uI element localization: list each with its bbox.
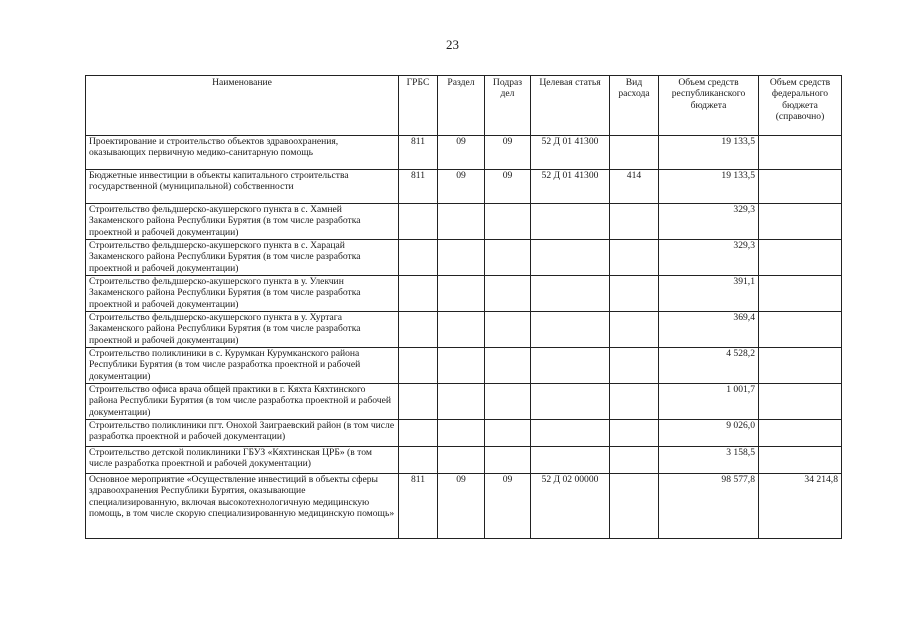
table-row [86, 420, 842, 447]
table-row [86, 240, 842, 276]
cell-grbs [399, 240, 438, 276]
cell-podrazdel: 09 [485, 170, 531, 204]
cell-podrazdel [485, 276, 531, 312]
cell-razdel: 09 [438, 474, 485, 539]
cell-name: Бюджетные инвестиции в объекты капитального строительства государственной (муниципальной) собственности [86, 170, 399, 204]
cell-grbs [399, 312, 438, 348]
header-target-article: Целевая статья [531, 76, 610, 136]
cell-razdel [438, 384, 485, 420]
cell-article: 52 Д 01 41300 [531, 170, 610, 204]
cell-grbs: 811 [399, 474, 438, 539]
cell-vid [610, 204, 659, 240]
cell-vid [610, 384, 659, 420]
cell-razdel [438, 420, 485, 447]
cell-grbs: 811 [399, 136, 438, 170]
cell-republic: 329,3 [659, 204, 759, 240]
cell-republic: 9 026,0 [659, 420, 759, 447]
cell-podrazdel [485, 204, 531, 240]
cell-vid [610, 447, 659, 474]
cell-federal [759, 312, 842, 348]
table-row [86, 474, 842, 539]
cell-razdel [438, 348, 485, 384]
cell-article [531, 312, 610, 348]
cell-republic: 98 577,8 [659, 474, 759, 539]
cell-federal [759, 170, 842, 204]
cell-razdel [438, 240, 485, 276]
cell-razdel [438, 276, 485, 312]
cell-grbs [399, 420, 438, 447]
cell-federal [759, 384, 842, 420]
cell-vid [610, 240, 659, 276]
cell-name: Строительство фельдшерско-акушерского пункта в с. Хамней Закаменского района Республики Бурятия (в том числе разработка проектной и рабочей документации) [86, 204, 399, 240]
cell-article [531, 447, 610, 474]
cell-podrazdel [485, 447, 531, 474]
cell-federal [759, 240, 842, 276]
table-header-row [86, 76, 842, 136]
cell-grbs [399, 348, 438, 384]
cell-podrazdel: 09 [485, 136, 531, 170]
table-row [86, 170, 842, 204]
cell-vid [610, 276, 659, 312]
cell-article [531, 420, 610, 447]
cell-razdel: 09 [438, 136, 485, 170]
cell-podrazdel [485, 240, 531, 276]
cell-name: Строительство фельдшерско-акушерского пункта в с. Харацай Закаменского района Республики Бурятия (в том числе разработка проектной и рабочей документации) [86, 240, 399, 276]
cell-vid: 414 [610, 170, 659, 204]
cell-name: Строительство фельдшерско-акушерского пункта в у. Улекчин Закаменского района Республики Бурятия (в том числе разработка проектной и рабочей документации) [86, 276, 399, 312]
cell-name: Строительство офиса врача общей практики в г. Кяхта Кяхтинского района Республики Бурятия (в том числе разработка проектной и рабочей документации) [86, 384, 399, 420]
cell-grbs [399, 276, 438, 312]
cell-vid [610, 420, 659, 447]
cell-podrazdel [485, 312, 531, 348]
cell-razdel [438, 204, 485, 240]
cell-name: Строительство детской поликлиники ГБУЗ «Кяхтинская ЦРБ» (в том числе разработка проектной и рабочей документации) [86, 447, 399, 474]
cell-razdel: 09 [438, 170, 485, 204]
table-row [86, 447, 842, 474]
cell-article [531, 276, 610, 312]
header-federal-budget: Объем средств федерального бюджета (справочно) [759, 76, 842, 136]
table-row [86, 312, 842, 348]
cell-podrazdel: 09 [485, 474, 531, 539]
table-row [86, 204, 842, 240]
cell-name: Основное мероприятие «Осуществление инвестиций в объекты сферы здравоохранения Республики Бурятия, оказывающие специализированную, включая высокотехнологичную медицинскую помощь, в том числе скорую специализированную медицинскую помощь» [86, 474, 399, 539]
cell-article [531, 240, 610, 276]
cell-federal [759, 276, 842, 312]
table-row [86, 384, 842, 420]
cell-article [531, 348, 610, 384]
cell-federal [759, 136, 842, 170]
cell-federal [759, 348, 842, 384]
cell-grbs [399, 384, 438, 420]
cell-republic: 3 158,5 [659, 447, 759, 474]
cell-federal [759, 420, 842, 447]
header-expense-type: Вид расхода [610, 76, 659, 136]
cell-vid [610, 136, 659, 170]
header-podrazdel: Подраз дел [485, 76, 531, 136]
cell-federal [759, 447, 842, 474]
cell-republic: 369,4 [659, 312, 759, 348]
cell-republic: 19 133,5 [659, 136, 759, 170]
cell-republic: 329,3 [659, 240, 759, 276]
cell-grbs [399, 447, 438, 474]
header-republic-budget: Объем средств республиканского бюджета [659, 76, 759, 136]
cell-podrazdel [485, 384, 531, 420]
header-grbs: ГРБС [399, 76, 438, 136]
cell-name: Строительство поликлиники в с. Курумкан Курумканского района Республики Бурятия (в том числе разработка проектной и рабочей документации) [86, 348, 399, 384]
table-row [86, 348, 842, 384]
cell-article: 52 Д 02 00000 [531, 474, 610, 539]
cell-grbs [399, 204, 438, 240]
cell-republic: 391,1 [659, 276, 759, 312]
cell-vid [610, 312, 659, 348]
cell-vid [610, 348, 659, 384]
header-name: Наименование [86, 76, 399, 136]
budget-table [85, 75, 842, 539]
cell-razdel [438, 447, 485, 474]
cell-article: 52 Д 01 41300 [531, 136, 610, 170]
cell-federal [759, 204, 842, 240]
cell-podrazdel [485, 420, 531, 447]
cell-republic: 4 528,2 [659, 348, 759, 384]
cell-name: Строительство поликлиники пгт. Онохой Заиграевский район (в том числе разработка проектной и рабочей документации) [86, 420, 399, 447]
cell-article [531, 384, 610, 420]
table-row [86, 136, 842, 170]
cell-name: Строительство фельдшерско-акушерского пункта в у. Хуртага Закаменского района Республики Бурятия (в том числе разработка проектной и рабочей документации) [86, 312, 399, 348]
cell-grbs: 811 [399, 170, 438, 204]
table-row [86, 276, 842, 312]
cell-republic: 19 133,5 [659, 170, 759, 204]
cell-name: Проектирование и строительство объектов здравоохранения, оказывающих первичную медико-санитарную помощь [86, 136, 399, 170]
page-number: 23 [446, 37, 459, 52]
cell-republic: 1 001,7 [659, 384, 759, 420]
cell-federal: 34 214,8 [759, 474, 842, 539]
cell-razdel [438, 312, 485, 348]
cell-vid [610, 474, 659, 539]
cell-podrazdel [485, 348, 531, 384]
cell-article [531, 204, 610, 240]
header-razdel: Раздел [438, 76, 485, 136]
